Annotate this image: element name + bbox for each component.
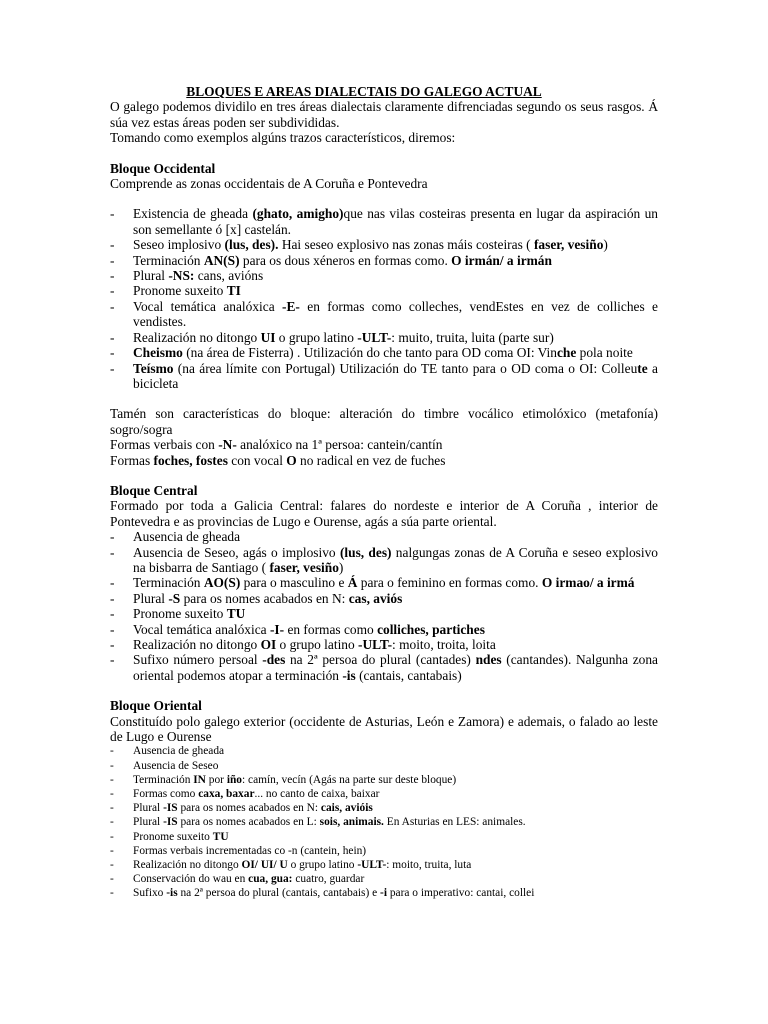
text-run: -I- [269,621,285,637]
text-run: (cantandes). Nalgunha zona oriental podemos atopar a terminación [133,652,658,683]
heading-occidental: Bloque Occidental [110,160,216,176]
text-run: (na área de Fisterra) . Utilización do che tanto para OD coma OI: Vin [182,345,557,361]
text-run: na 2ª persoa do plural (cantais, cantabais) e [177,887,381,900]
text-run: Formas verbais con [110,437,219,453]
text-run: Plural [133,590,169,606]
text-run: Tamén son características do bloque: alteración do timbre vocálico etimolóxico (metafonía) sogro/sogra [110,406,658,437]
text-run: Sufixo [133,887,167,900]
list-item [110,268,658,283]
text-run: Formas como [133,788,199,801]
intro-lead: Tomando como exemplos algúns trazos característicos, diremos: [110,130,456,146]
list-bullet: - [110,268,115,284]
list-bullet: - [110,575,115,591]
text-run: en formas como [284,621,378,637]
list-item [110,345,658,360]
list-occidental [110,206,658,391]
list-item [110,637,658,652]
list-bullet: - [110,873,114,886]
text-run: cas, aviós [348,590,403,606]
text-run: Á [347,575,358,591]
text-run: ndes [475,652,502,668]
text-run: Realización no ditongo [133,859,242,872]
list-bullet: - [110,844,114,857]
text-run: Plural [133,802,164,815]
list-bullet: - [110,887,114,900]
text-run: cans, avións [194,268,264,284]
text-run: Formas [110,452,154,468]
text-run: (lus, des). [224,237,279,253]
text-run: AN(S) [203,252,240,268]
text-run: Ausencia de gheada [133,745,225,758]
list-item [110,886,658,900]
text-run: -ULT- [358,637,393,652]
list-item [110,529,658,544]
text-run: -des [262,652,286,668]
text-run: con vocal [227,452,287,468]
list-item [110,299,658,330]
text-run: -IS [163,802,178,815]
text-run: para os dous xéneros en formas como. [239,252,452,268]
text-run: faser, vesiño [533,237,604,253]
text-run: Realización no ditongo [133,637,261,652]
text-run: : muito, truita, luita (parte sur) [391,329,554,345]
text-run: pola noite [576,345,633,361]
text-run: -i [380,887,388,900]
text-run: Seseo implosivo [133,237,225,253]
list-bullet: - [110,298,115,314]
list-bullet: - [110,745,114,758]
text-run: Plural [133,816,164,829]
text-run: -N- [218,437,237,453]
text-run: o grupo latino [276,637,359,652]
text-run: Pronome suxeito [133,283,227,299]
list-bullet: - [110,652,115,668]
list-bullet: - [110,637,115,652]
text-run: Ausencia de gheada [133,529,241,545]
text-run: a bicicleta [133,360,659,391]
text-run: UI [260,329,276,345]
text-run: caxa, baxar [198,788,255,801]
desc-central: Formado por toda a Galicia Central: falares do nordeste e interior de A Coruña , interior de Pontevedra e as provincias de Lugo e Ourense, agás a súa parte oriental. [110,498,658,529]
text-run: En Asturias en LES: animales. [383,816,526,829]
text-run: Ausencia de Seseo, agás o implosivo [133,544,340,560]
list-item [110,744,658,758]
text-run: analóxico na 1ª persoa: cantein/cantín [236,437,443,453]
text-run: na 2ª persoa do plural (cantades) [285,652,476,668]
list-item [110,206,658,237]
list-item [110,237,658,252]
text-run: nalgungas zonas de A Coruña e seseo explosivo na bisbarra de Santiago ( [133,544,658,575]
list-bullet: - [110,252,115,268]
text-run: Formas verbais incrementadas co -n (cantein, hein) [133,844,367,857]
text-run: Teísmo [133,360,174,376]
text-run: OI/ UI/ U [241,859,288,872]
list-bullet: - [110,237,115,253]
text-run: O irmao/ a irmá [541,575,635,591]
desc-occidental: Comprende as zonas occidentais de A Coruña e Pontevedra [110,176,428,192]
list-bullet: - [110,329,115,345]
text-run: : moito, troita, loita [392,637,496,652]
list-bullet: - [110,859,114,872]
text-run: para o imperativo: cantai, collei [387,887,535,900]
list-item [110,787,658,801]
text-run: Terminación [133,773,194,786]
text-run: (cantais, cantabais) [355,667,462,683]
paragraph [110,437,658,452]
list-bullet: - [110,802,114,815]
text-run: Ausencia de Seseo [133,759,219,772]
text-run: en formas como colleches, vendEstes en vez de colliches e vendistes. [133,298,658,330]
text-run: Realización no ditongo [133,329,261,345]
text-run: -IS [163,816,178,829]
text-run: O irmán/ a irmán [451,252,552,268]
text-run: para os nomes acabados en L: [177,816,320,829]
text-run: o grupo latino [287,859,358,872]
text-run: no radical en vez de fuches [296,452,446,468]
text-run: o grupo latino [275,329,358,345]
list-bullet: - [110,544,115,560]
text-run: Sufixo número persoal [133,652,263,668]
list-item [110,815,658,829]
text-run: Existencia de gheada [133,206,253,222]
text-run: Vocal temática analóxica [133,298,283,314]
list-bullet: - [110,590,115,606]
text-run: cais, avióis [320,802,373,815]
text-run: faser, vesiño [269,559,339,575]
text-run: (na área límite con Portugal) Utilización do TE tanto para o OD coma o OI: Colleu [173,360,638,376]
list-item [110,858,658,872]
list-bullet: - [110,621,115,637]
intro-paragraph: O galego podemos dividilo en tres áreas dialectais claramente difrenciadas segundo os seus rasgos. Á súa vez estas áreas poden ser subdivididas. [110,99,658,130]
text-run: Conservación do wau en [133,873,249,886]
text-run: para o masculino e [240,575,348,591]
heading-oriental: Bloque Oriental [110,698,202,714]
list-item [110,801,658,815]
text-run: -is [166,887,178,900]
text-run: para o feminino en formas como. [357,575,542,591]
text-run: Hai seseo explosivo nas zonas máis costeiras ( [278,237,534,253]
text-run: Cheismo [133,345,183,361]
text-run: che [556,345,577,361]
text-run: : camín, vecín (Agás na parte sur deste bloque) [242,773,457,786]
document-page [110,84,658,901]
list-item [110,844,658,858]
text-run: OI [260,637,277,652]
list-bullet: - [110,773,114,786]
text-run: (lus, des) [339,544,392,560]
paragraph [110,406,658,437]
desc-oriental: Constituído polo galego exterior (occidente de Asturias, León e Zamora) e ademais, o falado ao leste de Lugo e Ourense [110,713,658,745]
text-run: te [637,360,648,376]
text-run: -ULT- [357,859,387,872]
document-title: BLOQUES E AREAS DIALECTAIS DO GALEGO ACTUAL [186,84,542,99]
text-run: Terminación [133,575,204,591]
list-bullet: - [110,206,115,222]
list-item [110,622,658,637]
text-run: ) [603,237,608,253]
list-item [110,283,658,298]
text-run: O [286,452,297,468]
list-bullet: - [110,830,114,843]
text-run: -is [342,667,356,683]
list-item [110,830,658,844]
list-bullet: - [110,788,114,801]
heading-central: Bloque Central [110,482,198,498]
list-item [110,773,658,787]
text-run: -E- [282,298,300,314]
list-item [110,330,658,345]
text-run: Terminación [133,252,204,268]
list-item [110,872,658,886]
text-run: ... no canto de caixa, baixar [254,788,380,801]
text-run: IN [193,773,206,786]
text-run: por [205,773,227,786]
list-bullet: - [110,816,114,829]
text-run: cua, gua: [248,873,293,886]
text-run: que nas vilas costeiras presenta en lugar da aspiración un son semellante ó [x] castelán. [133,206,658,237]
list-item [110,575,658,590]
text-run: (ghato, amigho) [252,206,344,222]
list-item [110,545,658,576]
text-run: iño [226,773,243,786]
text-run: Plural [133,268,169,284]
text-run: : moito, truita, luta [386,859,472,872]
text-run: -NS: [168,268,195,284]
extra-occidental [110,406,658,468]
text-run: -S [168,590,181,606]
text-run: cuatro, guardar [292,873,365,886]
list-item [110,361,658,392]
list-item [110,591,658,606]
text-run: para os nomes acabados en N: [177,802,321,815]
list-item [110,652,658,683]
text-run: -ULT- [357,329,392,345]
list-bullet: - [110,759,114,772]
text-run: TU [212,830,229,843]
text-run: Pronome suxeito [133,830,213,843]
list-bullet: - [110,345,115,361]
list-bullet: - [110,606,115,622]
text-run: para os nomes acabados en N: [180,590,349,606]
text-run: foches, fostes [153,452,228,468]
list-item [110,253,658,268]
text-run: TI [226,283,241,299]
text-run: colliches, partiches [377,621,485,637]
text-run: TU [226,606,246,622]
list-oriental [110,744,658,900]
list-bullet: - [110,360,115,376]
list-central [110,529,658,683]
text-run: Pronome suxeito [133,606,227,622]
text-run: Vocal temática analóxica [133,621,270,637]
list-item [110,759,658,773]
paragraph [110,453,658,468]
list-item [110,606,658,621]
text-run: sois, animais. [319,816,384,829]
list-bullet: - [110,529,115,545]
list-bullet: - [110,283,115,299]
text-run: AO(S) [203,575,241,591]
text-run: ) [338,559,344,575]
